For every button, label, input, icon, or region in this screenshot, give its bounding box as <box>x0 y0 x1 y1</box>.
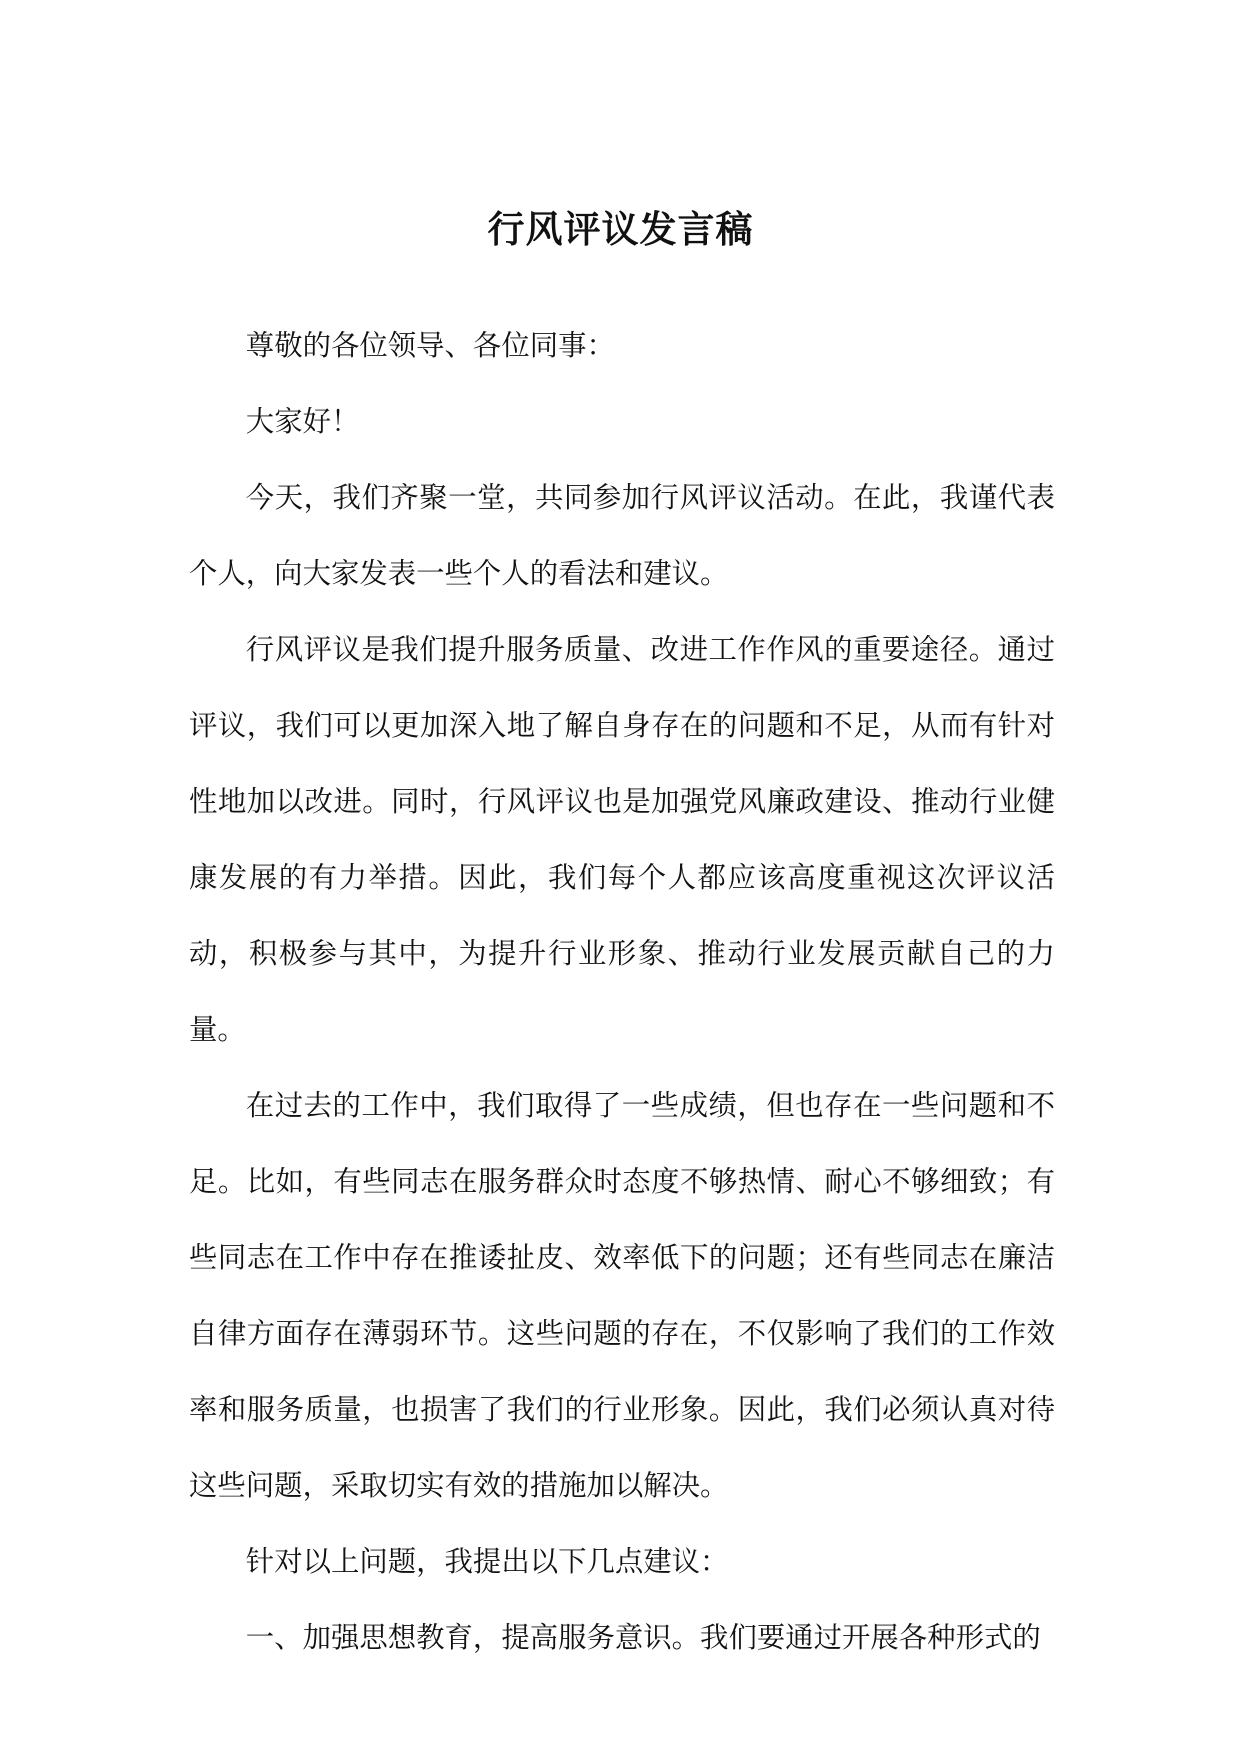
paragraph-intro: 今天，我们齐聚一堂，共同参加行风评议活动。在此，我谨代表个人，向大家发表一些个人的看法和建议。 <box>189 481 1055 590</box>
document-title: 行风评议发言稿 <box>487 206 754 251</box>
paragraph-problems: 在过去的工作中，我们取得了一些成绩，但也存在一些问题和不足。比如，有些同志在服务群众时态度不够热情、耐心不够细致；有些同志在工作中存在推诿扯皮、效率低下的问题；还有些同志在廉洁自律方面存在薄弱环节。这些问题的存在，不仅影响了我们的工作效率和服务质量，也损害了我们的行业形象。因此，我们必须认真对待这些问题，采取切实有效的措施加以解决。 <box>189 1089 1055 1502</box>
document-body <box>189 308 1055 1676</box>
paragraph-suggestions-lead: 针对以上问题，我提出以下几点建议： <box>245 1545 729 1578</box>
greeting: 大家好！ <box>245 405 360 438</box>
paragraph-purpose: 行风评议是我们提升服务质量、改进工作作风的重要途径。通过评议，我们可以更加深入地了解自身存在的问题和不足，从而有针对性地加以改进。同时，行风评议也是加强党风廉政建设、推动行业健康发展的有力举措。因此，我们每个人都应该高度重视这次评议活动，积极参与其中，为提升行业形象、推动行业发展贡献自己的力量。 <box>189 633 1055 1046</box>
paragraph-suggestion-one: 一、加强思想教育，提高服务意识。我们要通过开展各种形式的 <box>245 1621 1041 1654</box>
salutation: 尊敬的各位领导、各位同事： <box>245 329 615 362</box>
